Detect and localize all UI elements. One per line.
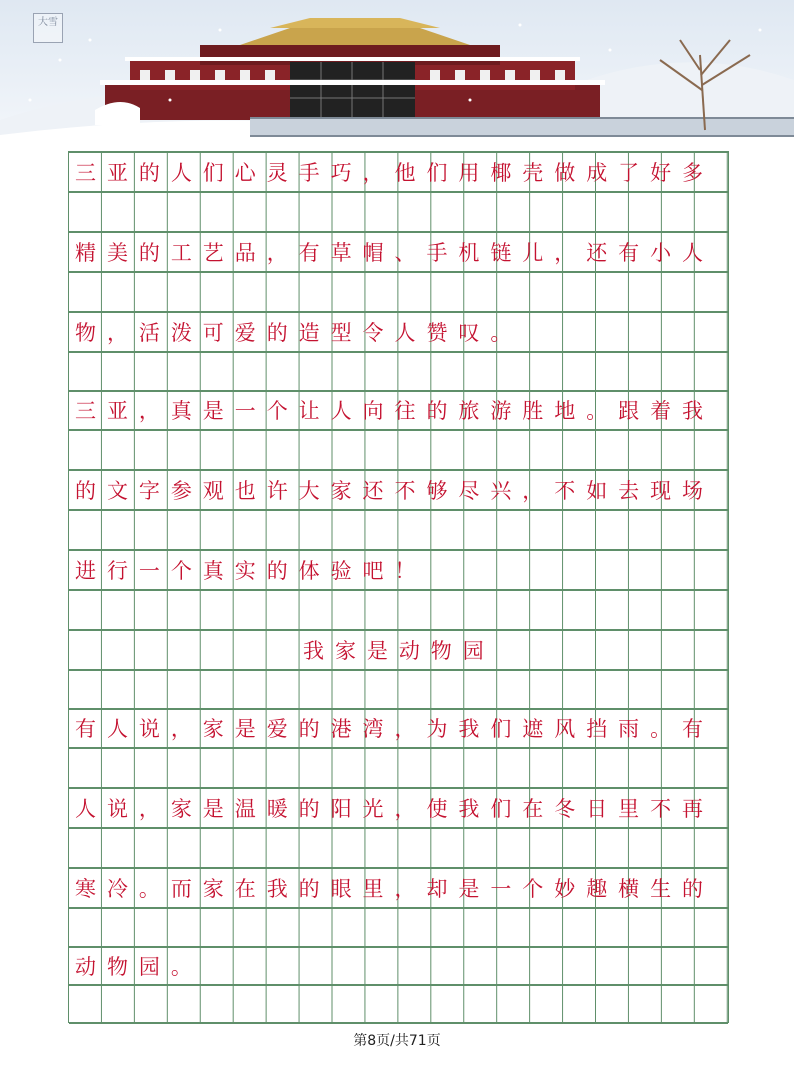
- text-row: [69, 946, 728, 986]
- text-row: [69, 470, 728, 510]
- grid-writing-sheet: [68, 151, 729, 1023]
- text-line: 有人说，家是爱的港湾，为我们遮风挡雨。有: [75, 717, 714, 741]
- text-line: 进行一个真实的体验吧！: [75, 559, 427, 583]
- text-row: [69, 788, 728, 828]
- text-row: [69, 312, 728, 352]
- blank-grid-row: [69, 430, 728, 470]
- blank-grid-row: [69, 984, 728, 1024]
- blank-grid-row: [69, 670, 728, 710]
- text-line: 精美的工艺品，有草帽、手机链儿，还有小人: [75, 241, 714, 265]
- header-banner: [0, 0, 794, 150]
- blank-grid-row: [69, 908, 728, 948]
- text-line: 人说，家是温暖的阳光，使我们在冬日里不再: [75, 797, 714, 821]
- text-line: 寒冷。而家在我的眼里，却是一个妙趣横生的: [75, 877, 714, 901]
- text-line: 物，活泼可爱的造型令人赞叹。: [75, 321, 523, 345]
- blank-grid-row: [69, 590, 728, 630]
- text-row: [69, 390, 728, 430]
- text-line: 动物园。: [75, 955, 203, 979]
- text-row: [69, 550, 728, 590]
- text-row: [69, 868, 728, 908]
- text-row: [69, 152, 728, 192]
- title-row: [69, 630, 728, 670]
- blank-grid-row: [69, 352, 728, 392]
- temple-illustration: [0, 0, 794, 150]
- blank-grid-row: [69, 748, 728, 788]
- solar-term-seal: 大雪: [33, 13, 63, 43]
- blank-grid-row: [69, 828, 728, 868]
- essay-title: 我家是动物园: [303, 639, 495, 663]
- text-line: 三亚，真是一个让人向往的旅游胜地。跟着我: [75, 399, 714, 423]
- text-row: [69, 232, 728, 272]
- text-line: 三亚的人们心灵手巧，他们用椰壳做成了好多: [75, 161, 714, 185]
- blank-grid-row: [69, 192, 728, 232]
- text-line: 的文字参观也许大家还不够尽兴，不如去现场: [75, 479, 714, 503]
- blank-grid-row: [69, 510, 728, 550]
- text-row: [69, 708, 728, 748]
- page-number: 第8页/共71页: [353, 1033, 441, 1049]
- blank-grid-row: [69, 272, 728, 312]
